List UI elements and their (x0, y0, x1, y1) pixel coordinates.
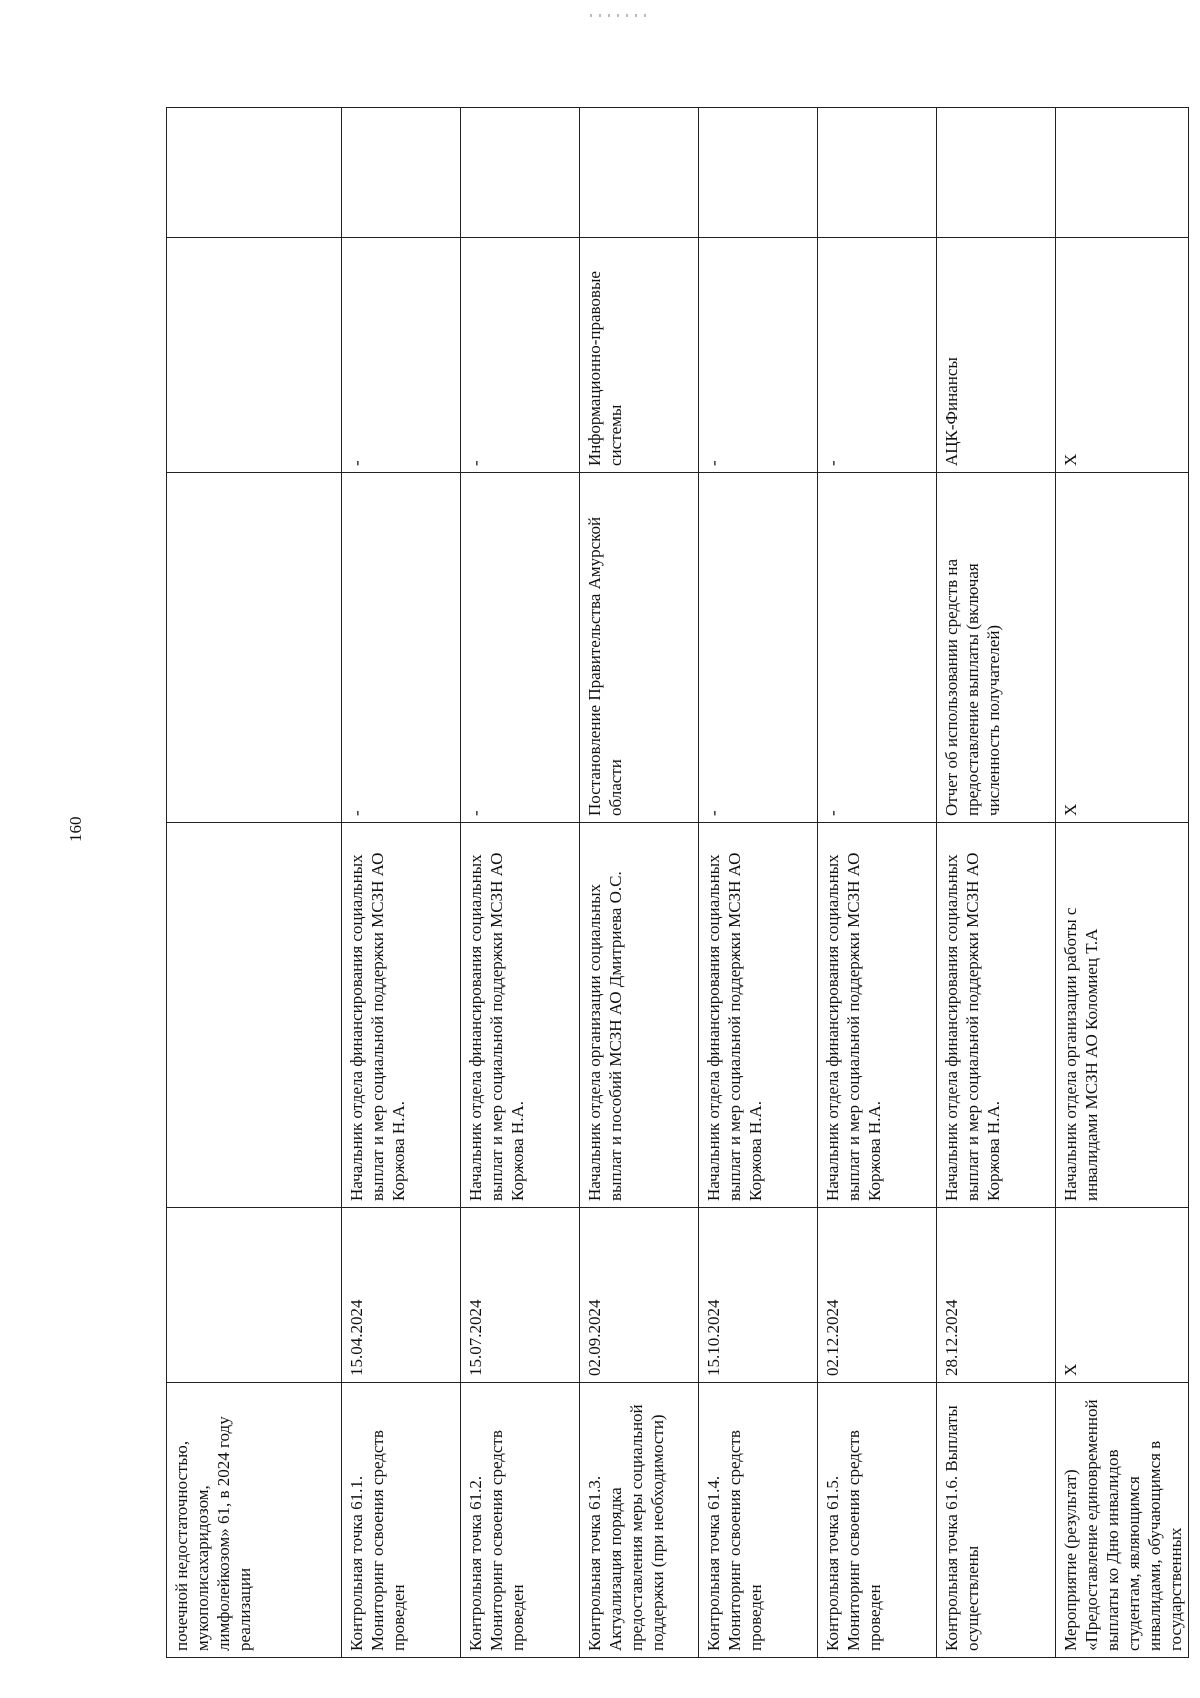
table-cell-col4: Х (1056, 473, 1189, 823)
table-cell-col1: Контрольная точка 61.2. Мониторинг освоения средств проведен (461, 1383, 580, 1658)
table-cell-col3: Начальник отдела финансирования социальных выплат и мер социальной поддержки МСЗН АО Коржова Н.А. (342, 823, 461, 1208)
table-cell-col2 (167, 1208, 342, 1383)
measures-table (166, 107, 1189, 1658)
table-cell-col1: Контрольная точка 61.1. Мониторинг освоения средств проведен (342, 1383, 461, 1658)
table-cell-col2: 28.12.2024 (937, 1208, 1056, 1383)
table-cell-col6 (461, 108, 580, 238)
table-cell-col3 (167, 823, 342, 1208)
table-cell-col6 (818, 108, 937, 238)
table-cell-col4: Постановление Правительства Амурской области (580, 473, 699, 823)
table-cell-col3: Начальник отдела финансирования социальных выплат и мер социальной поддержки МСЗН АО Коржова Н.А. (818, 823, 937, 1208)
table-cell-col6 (1056, 108, 1189, 238)
table-cell-col6 (937, 108, 1056, 238)
rotated-table-container (166, 108, 1185, 1658)
table-row (937, 108, 1056, 1658)
table-row (1056, 108, 1189, 1658)
table-cell-col5: Информационно-правовые системы (580, 238, 699, 473)
table-row (167, 108, 342, 1658)
table-cell-col3: Начальник отдела финансирования социальных выплат и мер социальной поддержки МСЗН АО Коржова Н.А. (461, 823, 580, 1208)
table-row (342, 108, 461, 1658)
table-row (580, 108, 699, 1658)
page-number: 160 (66, 816, 85, 842)
table-cell-col2: 02.12.2024 (818, 1208, 937, 1383)
table-cell-col6 (699, 108, 818, 238)
table-cell-col3: Начальник отдела организации работы с инвалидами МСЗН АО Коломиец Т.А (1056, 823, 1189, 1208)
table-row (818, 108, 937, 1658)
table-cell-col1: Контрольная точка 61.4. Мониторинг освоения средств проведен (699, 1383, 818, 1658)
table-cell-col1: Контрольная точка 61.5. Мониторинг освоения средств проведен (818, 1383, 937, 1658)
table-cell-col2: 02.09.2024 (580, 1208, 699, 1383)
table-cell-col5: - (461, 238, 580, 473)
table-cell-col6 (580, 108, 699, 238)
table-cell-col6 (342, 108, 461, 238)
table-cell-col3: Начальник отдела финансирования социальных выплат и мер социальной поддержки МСЗН АО Коржова Н.А. (699, 823, 818, 1208)
table-cell-col3: Начальник отдела организации социальных выплат и пособий МСЗН АО Дмитриева О.С. (580, 823, 699, 1208)
table-cell-col2: 15.04.2024 (342, 1208, 461, 1383)
table-cell-col5: АЦК-Финансы (937, 238, 1056, 473)
table-cell-col3: Начальник отдела финансирования социальных выплат и мер социальной поддержки МСЗН АО Коржова Н.А. (937, 823, 1056, 1208)
table-row (699, 108, 818, 1658)
table-cell-col6 (167, 108, 342, 238)
table-cell-col2: Х (1056, 1208, 1189, 1383)
table-cell-col5: Х (1056, 238, 1189, 473)
table-cell-col1: почечной недостаточностью, мукополисахаридозом, лимфолейкозом» 61, в 2024 году реализации (167, 1383, 342, 1658)
table-cell-col5: - (699, 238, 818, 473)
table-cell-col4 (167, 473, 342, 823)
table-cell-col4: - (342, 473, 461, 823)
table-cell-col1: Контрольная точка 61.6. Выплаты осуществлены (937, 1383, 1056, 1658)
scan-artifact (590, 14, 650, 17)
table-cell-col5: - (818, 238, 937, 473)
table-cell-col4: - (461, 473, 580, 823)
table-cell-col2: 15.07.2024 (461, 1208, 580, 1383)
table-cell-col5: - (342, 238, 461, 473)
table-cell-col4: Отчет об использовании средств на предоставление выплаты (включая численность получателей) (937, 473, 1056, 823)
table-row (461, 108, 580, 1658)
table-cell-col1: Мероприятие (результат) «Предоставление единовременной выплаты ко Дню инвалидов студентам, являющимся инвалидами, обучающимся в государственных (1056, 1383, 1189, 1658)
table-cell-col4: - (699, 473, 818, 823)
table-cell-col5 (167, 238, 342, 473)
table-cell-col2: 15.10.2024 (699, 1208, 818, 1383)
table-cell-col4: - (818, 473, 937, 823)
table-cell-col1: Контрольная точка 61.3. Актуализация порядка предоставления меры социальной поддержки (при необходимости) (580, 1383, 699, 1658)
